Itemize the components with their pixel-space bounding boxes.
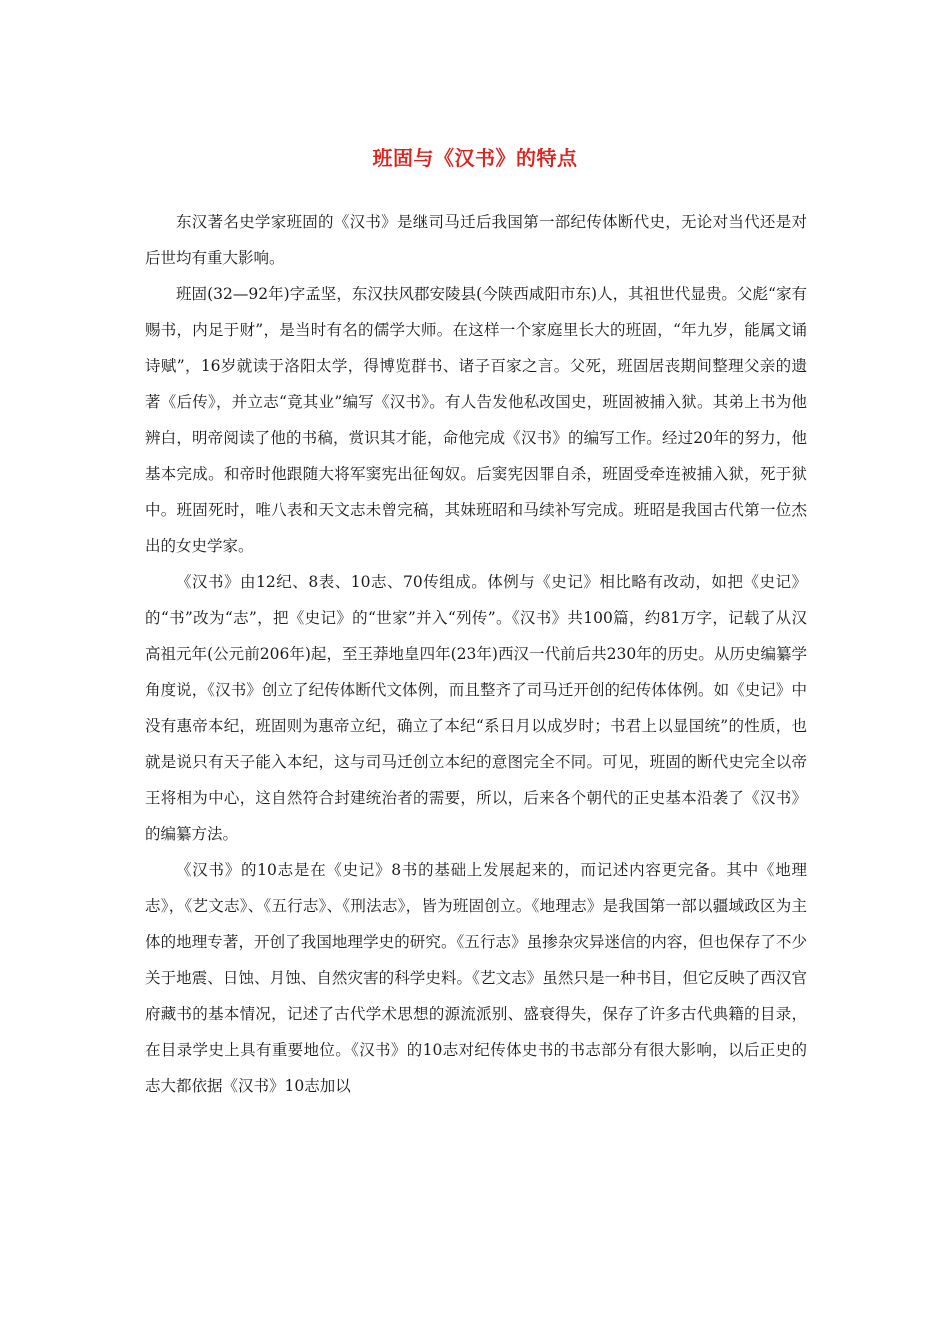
document-body — [145, 204, 807, 1104]
paragraph-structure: 《汉书》由12纪、8表、10志、70传组成。体例与《史记》相比略有改动，如把《史记》的“书”改为“志”，把《史记》的“世家”并入“列传”。《汉书》共100篇，约81万字，记载了从汉高祖元年(公元前206年)起，至王莽地皇四年(23年)西汉一代前后共230年的历史。从历史编纂学角度说，《汉书》创立了纪传体断代文体例，而且整齐了司马迁开创的纪传体体例。如《史记》中没有惠帝本纪，班固则为惠帝立纪，确立了本纪“系日月以成岁时；书君上以显国统”的性质，也就是说只有天子能入本纪，这与司马迁创立本纪的意图完全不同。可见，班固的断代史完全以帝王将相为中心，这自然符合封建统治者的需要，所以，后来各个朝代的正史基本沿袭了《汉书》的编纂方法。 — [145, 573, 807, 843]
document-title: 班固与《汉书》的特点 — [372, 146, 578, 170]
paragraph-biography: 班固(32—92年)字孟坚，东汉扶风郡安陵县(今陕西咸阳市东)人，其祖世代显贵。父彪“家有赐书，内足于财”，是当时有名的儒学大师。在这样一个家庭里长大的班固，“年九岁，能属文诵诗赋”，16岁就读于洛阳太学，得博览群书、诸子百家之言。父死，班固居丧期间整理父亲的遗著《后传》，并立志“竟其业”编写《汉书》。有人告发他私改国史，班固被捕入狱。其弟上书为他辨白，明帝阅读了他的书稿，赏识其才能，命他完成《汉书》的编写工作。经过20年的努力，他基本完成。和帝时他跟随大将军窦宪出征匈奴。后窦宪因罪自杀，班固受牵连被捕入狱，死于狱中。班固死时，唯八表和天文志未曾完稿，其妹班昭和马续补写完成。班昭是我国古代第一位杰出的女史学家。 — [145, 285, 807, 555]
paragraph-intro: 东汉著名史学家班固的《汉书》是继司马迁后我国第一部纪传体断代史，无论对当代还是对后世均有重大影响。 — [145, 213, 807, 267]
paragraph-ten-treatises: 《汉书》的10志是在《史记》8书的基础上发展起来的，而记述内容更完备。其中《地理志》，《艺文志》、《五行志》、《刑法志》，皆为班固创立。《地理志》是我国第一部以疆域政区为主体的地理专著，开创了我国地理学史的研究。《五行志》虽掺杂灾异迷信的内容，但也保存了不少关于地震、日蚀、月蚀、自然灾害的科学史料。《艺文志》虽然只是一种书目，但它反映了西汉官府藏书的基本情况，记述了古代学术思想的源流派别、盛衰得失，保存了许多古代典籍的目录，在目录学史上具有重要地位。《汉书》的10志对纪传体史书的书志部分有很大影响，以后正史的志大都依据《汉书》10志加以 — [145, 861, 807, 1095]
